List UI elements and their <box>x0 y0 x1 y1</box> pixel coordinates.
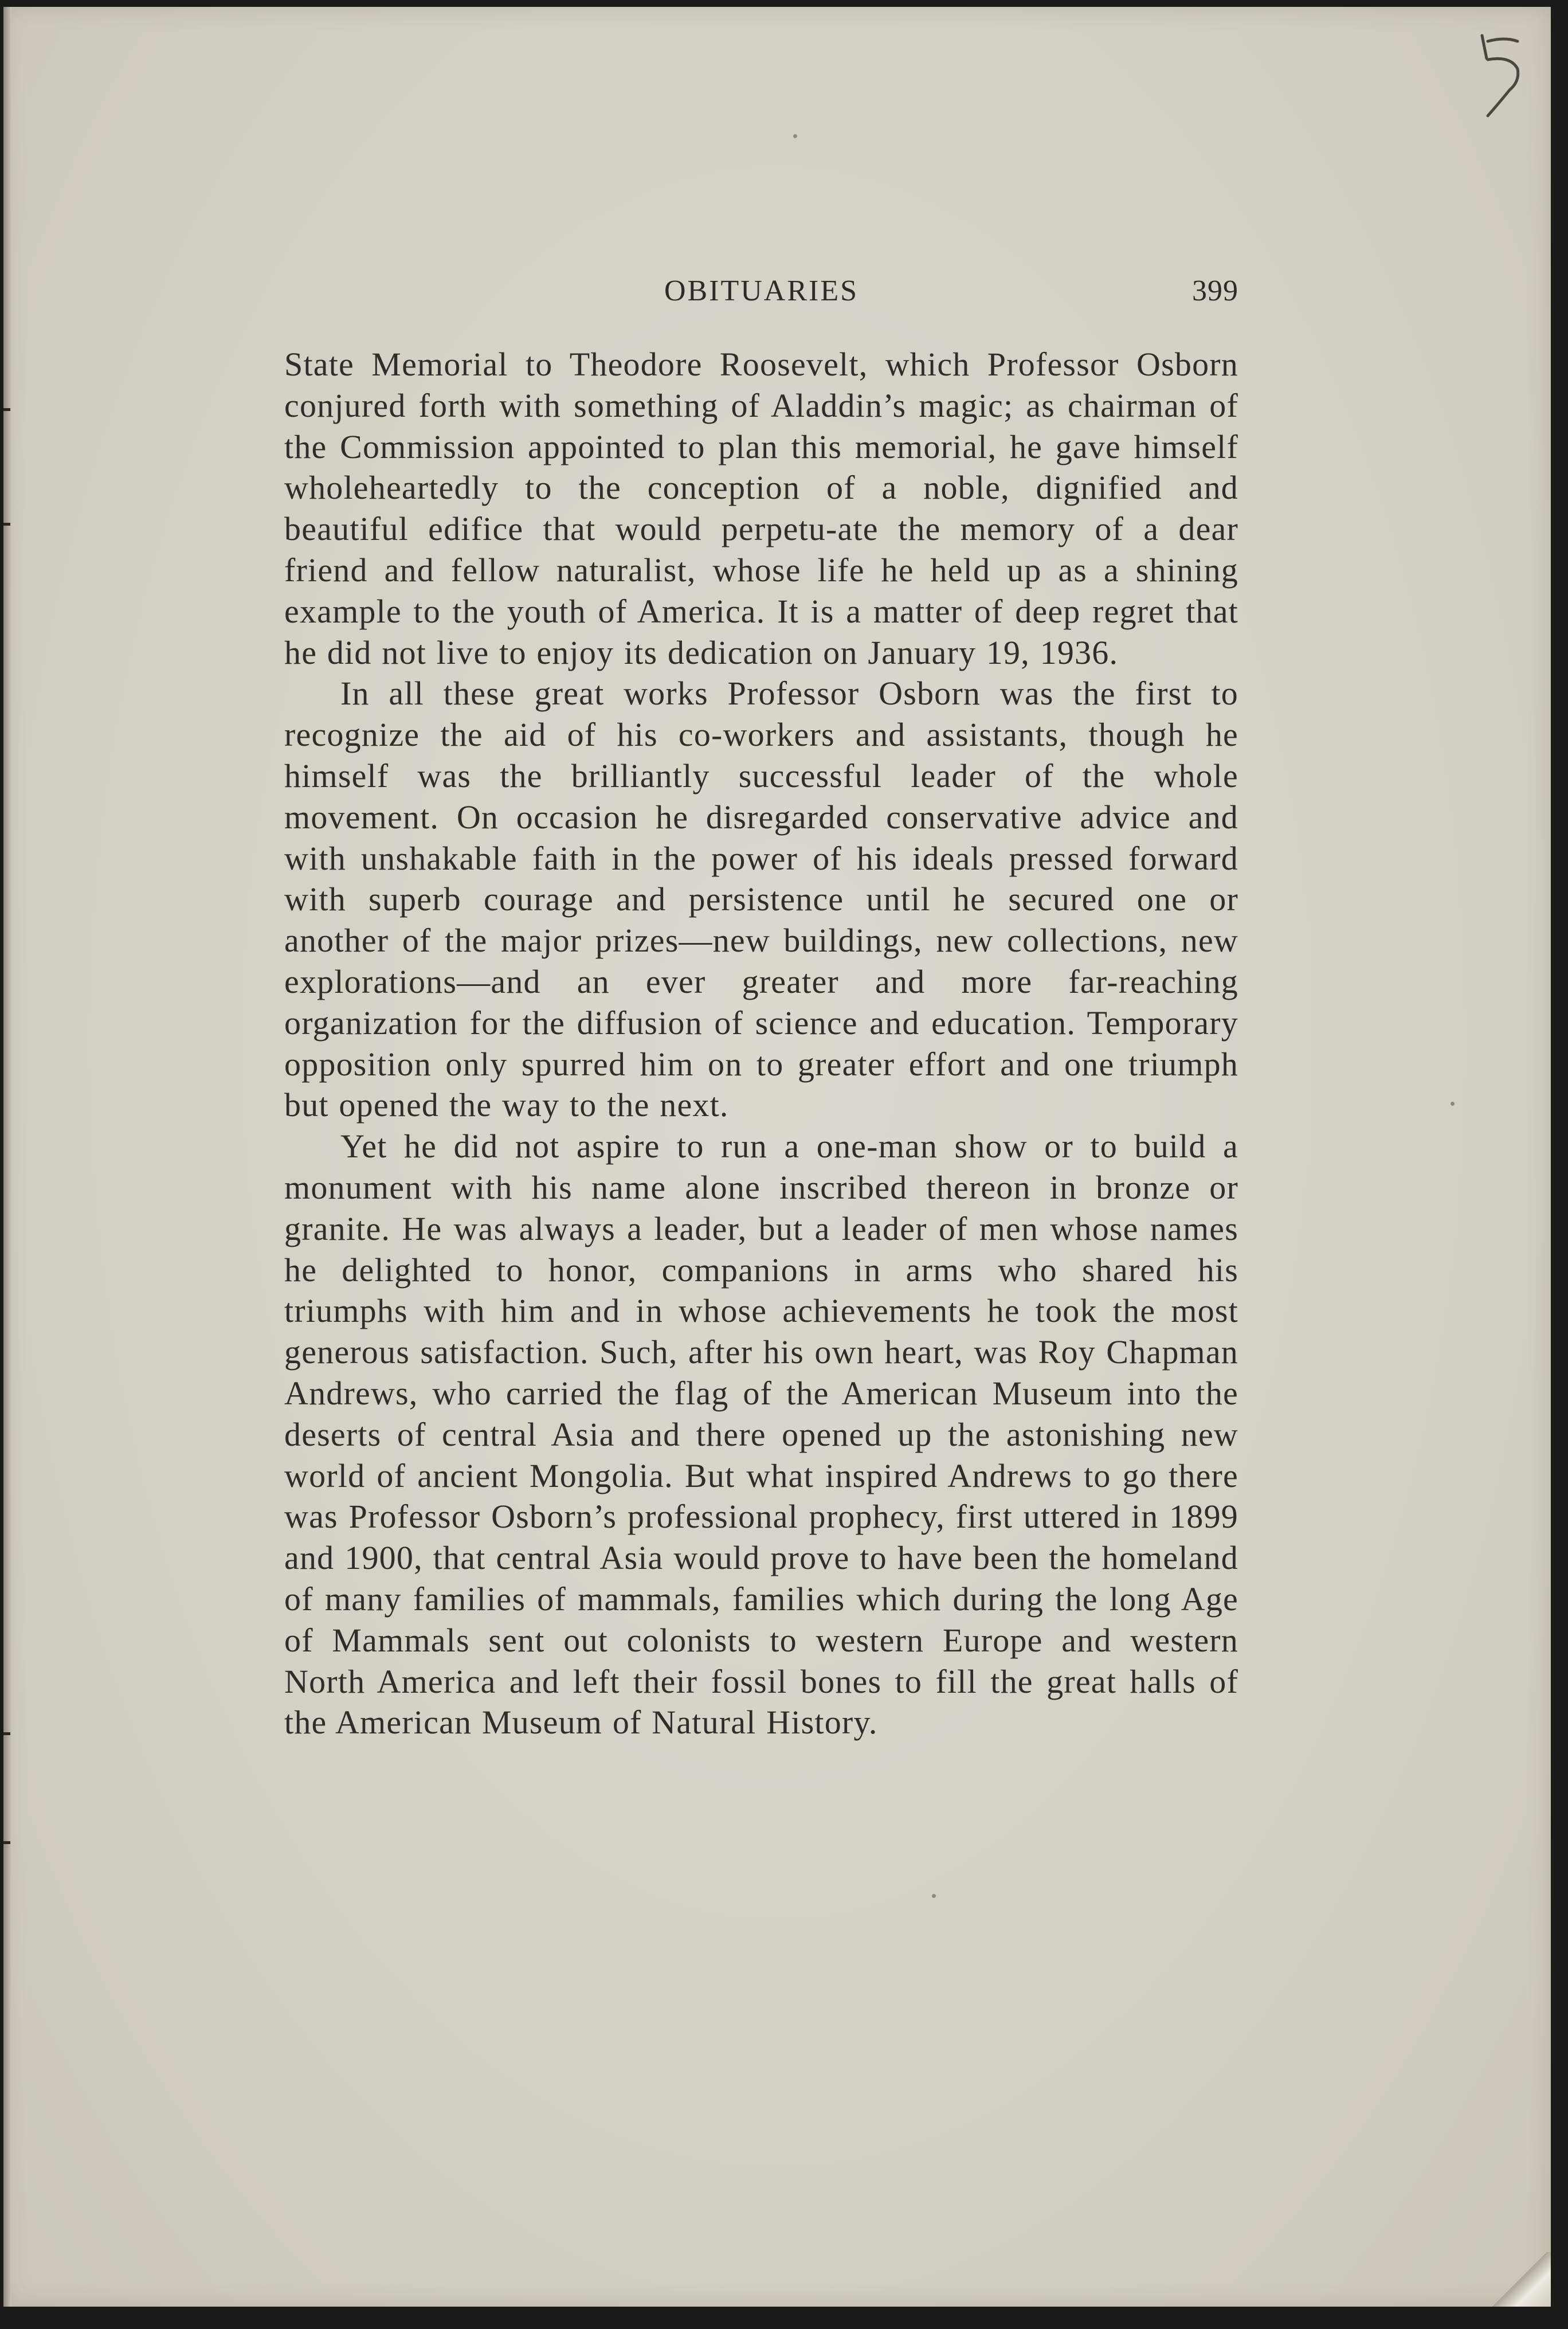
paragraph-2: In all these great works Professor Osborn was the first to recognize the aid of his co-workers and assistants, though he himself was the brilliantly successful leader of the whole movement. On occasion he disregarded conservative advice and with unshakable faith in the power of his ideals pressed forward with superb courage and persistence until he secured one or another of the major prizes—new buildings, new collections, new explorations—and an ever greater and more far-reaching organization for the diffusion of science and education. Temporary opposition only spurred him on to greater effort and one triumph but opened the way to the next. <box>284 675 1238 1124</box>
paper-speck <box>932 1894 936 1898</box>
binding-mark <box>3 523 10 526</box>
running-header <box>284 274 1238 314</box>
paragraph-1: State Memorial to Theodore Roosevelt, which Professor Osborn conjured forth with something of Aladdin’s magic; as chairman of the Commission appointed to plan this memorial, he gave himself wholeheartedly to the conception of a noble, dignified and beautiful edifice that would perpetu-ate the memory of a dear friend and fellow naturalist, whose life he held up as a shining example to the youth of America. It is a matter of deep regret that he did not live to enjoy its dedication on January 19, 1936. <box>284 346 1238 671</box>
page-number: 399 <box>1192 275 1238 307</box>
binding-edge <box>3 7 11 2307</box>
binding-mark <box>3 1841 10 1844</box>
binding-mark <box>3 408 10 411</box>
handwritten-mark-strokes <box>1482 36 1518 116</box>
binding-mark <box>3 1732 10 1735</box>
running-title: OBITUARIES <box>664 275 859 307</box>
paper-speck <box>1451 1102 1455 1106</box>
body-text <box>284 344 1238 1743</box>
paper-speck <box>793 134 797 138</box>
paragraph-3: Yet he did not aspire to run a one-man show or to build a monument with his name alone inscribed thereon in bronze or granite. He was always a leader, but a leader of men whose names he delighted to honor, companions in arms who shared his triumphs with him and in whose achievements he took the most generous satisfaction. Such, after his own heart, was Roy Chapman Andrews, who carried the flag of the American Museum into the deserts of central Asia and there opened up the astonishing new world of ancient Mongolia. But what inspired Andrews to go there was Professor Osborn’s professional prophecy, first uttered in 1899 and 1900, that central Asia would prove to have been the homeland of many families of mammals, families which during the long Age of Mammals sent out colonists to western Europe and western North America and left their fossil bones to fill the great halls of the American Museum of Natural History. <box>284 1128 1238 1741</box>
handwritten-page-mark <box>1465 24 1528 127</box>
page-corner-fold <box>1488 2252 1551 2307</box>
